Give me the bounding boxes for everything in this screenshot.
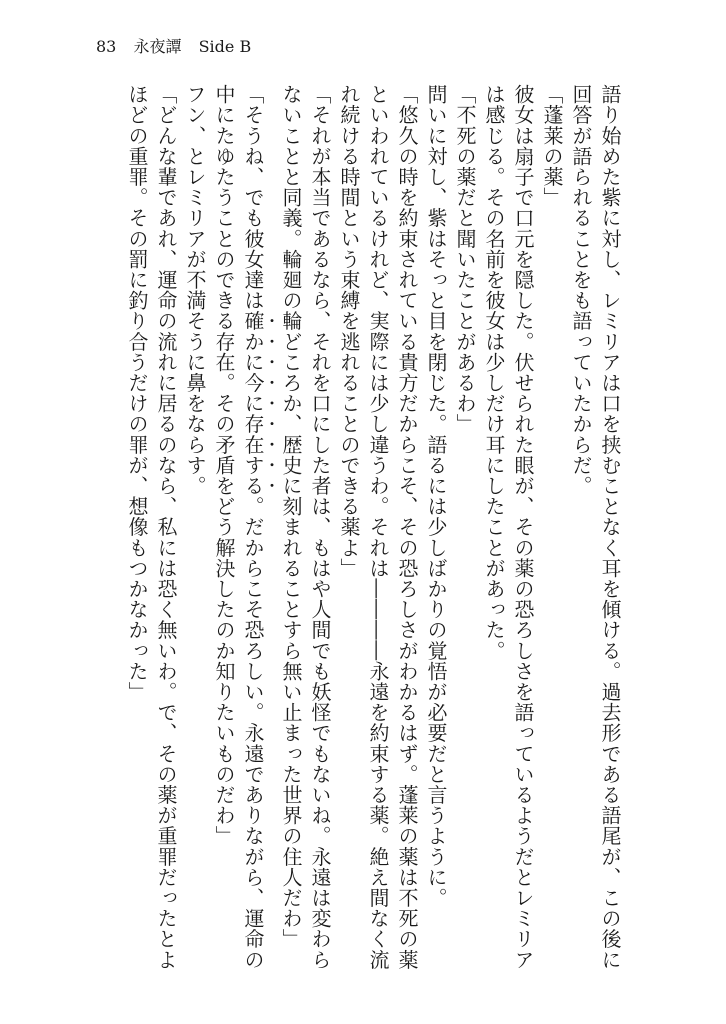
book-title: 永夜譚 [133, 37, 182, 56]
paragraph: フン、とレミリアが不満そうに鼻をならす。 [183, 84, 207, 496]
paragraph: 「どんな輩であれ、運命の流れに居るのなら、私には恐く無いわ。で、その薬が重罪だったとよほどの重罪。その罰に釣り合うだけの罪が、想像もつかなかった」 [125, 84, 178, 970]
paragraph: 「不死の薬だと聞いたことがあるわ」 [453, 84, 477, 435]
page-number: 83 [96, 37, 117, 56]
paragraph: 「それが本当であるなら、それを口にした者は、もはや人間でも妖怪でもないね。永遠は変わらないことと同義。輪廻の輪どころか、歴史に刻まれることすら無い止まった世界の住人だわ」 [279, 84, 332, 970]
side-label: Side B [198, 37, 252, 56]
paragraph: 「悠久の時を約束されている貴方だからこそ、その恐ろしさがわかるはず。蓬莱の薬は不死の薬といわれているけれど、実際には少し違うわ。それは――――永遠を約束する薬。絶え間なく流れ続ける時間という束縛を逃れることのできる薬よ」 [337, 84, 419, 970]
paragraph: 彼女は扇子で口元を隠した。伏せられた眼が、その薬の恐ろしさを語っているようだとレミリアは感じる。その名前を彼女は少しだけ耳にしたことがあった。 [482, 84, 535, 970]
paragraph: 「蓬莱の薬」 [540, 84, 564, 208]
paragraph: 問いに対し、紫はそっと目を閉じた。語るには少しばかりの覚悟が必要だと言うように。 [424, 84, 448, 908]
page-header [96, 34, 263, 57]
emphasis-text: 確かに今に存在する [241, 310, 265, 497]
vertical-text-body [96, 84, 624, 984]
paragraph-emphasis: 「そうね、でも彼女達は確かに今に存在する。だからこそ恐ろしい。永遠でありながら、運命の中にたゆたうことのできる存在。その矛盾をどう解決したのか知りたいものだわ」 [212, 84, 265, 970]
paragraph: 語り始めた紫に対し、レミリアは口を挟むことなく耳を傾ける。過去形である語尾が、この後に回答が語られることをも語っていたからだ。 [569, 84, 622, 970]
